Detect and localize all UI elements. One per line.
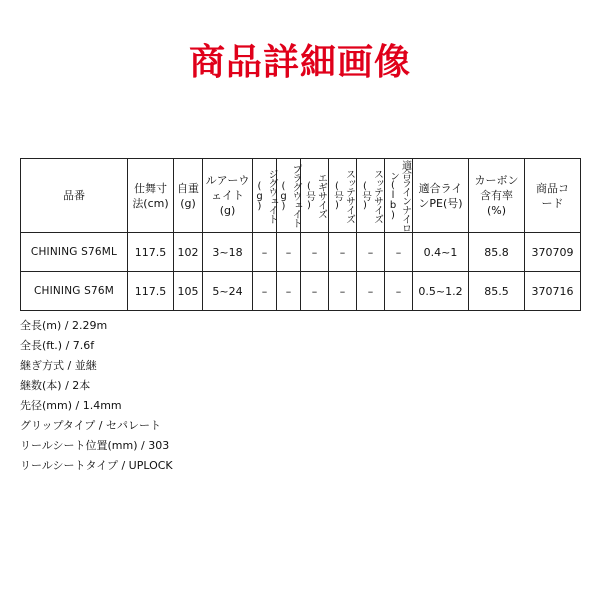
cell-closed-length: 117.5: [128, 233, 174, 272]
cell-pe-line: 0.5~1.2: [413, 272, 469, 311]
cell-weight: 105: [174, 272, 203, 311]
col-header-egi-size: エギサイズ(号): [301, 159, 329, 233]
spec-tip-diameter: 先径(mm) / 1.4mm: [20, 399, 122, 412]
spec-piece-count: 継数(本) / 2本: [20, 379, 91, 392]
cell-part-number: CHINING S76M: [21, 272, 128, 311]
col-header-weight: 自重(g): [174, 159, 203, 233]
col-header-sutte-size-2: スッテサイズ(号): [357, 159, 385, 233]
cell-plug-weight: –: [277, 272, 301, 311]
cell-lure-weight: 3~18: [203, 233, 253, 272]
col-header-carbon-content: カーボン含有率(%): [469, 159, 525, 233]
col-header-lure-weight: ルアーウェイト(g): [203, 159, 253, 233]
spec-reel-seat-position: リールシート位置(mm) / 303: [20, 439, 170, 452]
cell-product-code: 370709: [525, 233, 581, 272]
col-header-pe-line: 適合ラインPE(号): [413, 159, 469, 233]
cell-carbon-content: 85.5: [469, 272, 525, 311]
spec-table: [20, 158, 581, 311]
spec-list: [20, 316, 173, 476]
cell-egi-size: –: [301, 272, 329, 311]
spec-reel-seat-type: リールシートタイプ / UPLOCK: [20, 459, 173, 472]
col-header-sutte-size-1: スッテサイズ(号): [329, 159, 357, 233]
cell-carbon-content: 85.8: [469, 233, 525, 272]
cell-product-code: 370716: [525, 272, 581, 311]
cell-sutte-size-1: –: [329, 233, 357, 272]
cell-sutte-size-1: –: [329, 272, 357, 311]
cell-nylon-line: –: [385, 272, 413, 311]
cell-plug-weight: –: [277, 233, 301, 272]
cell-part-number: CHINING S76ML: [21, 233, 128, 272]
table-row: [21, 272, 581, 311]
spec-total-length-ft: 全長(ft.) / 7.6f: [20, 339, 95, 352]
col-header-plug-weight: プラグウェイト(g): [277, 159, 301, 233]
spec-total-length-m: 全長(m) / 2.29m: [20, 319, 108, 332]
cell-jig-weight: –: [253, 233, 277, 272]
cell-egi-size: –: [301, 233, 329, 272]
cell-sutte-size-2: –: [357, 233, 385, 272]
spec-grip-type: グリップタイプ / セパレート: [20, 419, 161, 432]
page-title: 商品詳細画像: [188, 42, 411, 83]
cell-weight: 102: [174, 233, 203, 272]
cell-sutte-size-2: –: [357, 272, 385, 311]
cell-pe-line: 0.4~1: [413, 233, 469, 272]
col-header-product-code: 商品コード: [525, 159, 581, 233]
spec-joint-type: 継ぎ方式 / 並継: [20, 359, 97, 372]
col-header-closed-length: 仕舞寸法(cm): [128, 159, 174, 233]
table-row: [21, 233, 581, 272]
table-header-row: [21, 159, 581, 233]
col-header-part-number: 品番: [21, 159, 128, 233]
cell-lure-weight: 5~24: [203, 272, 253, 311]
cell-closed-length: 117.5: [128, 272, 174, 311]
col-header-nylon-line: 適合ラインナイロン(lb): [385, 159, 413, 233]
cell-jig-weight: –: [253, 272, 277, 311]
cell-nylon-line: –: [385, 233, 413, 272]
col-header-jig-weight: ジグウェイト(g): [253, 159, 277, 233]
